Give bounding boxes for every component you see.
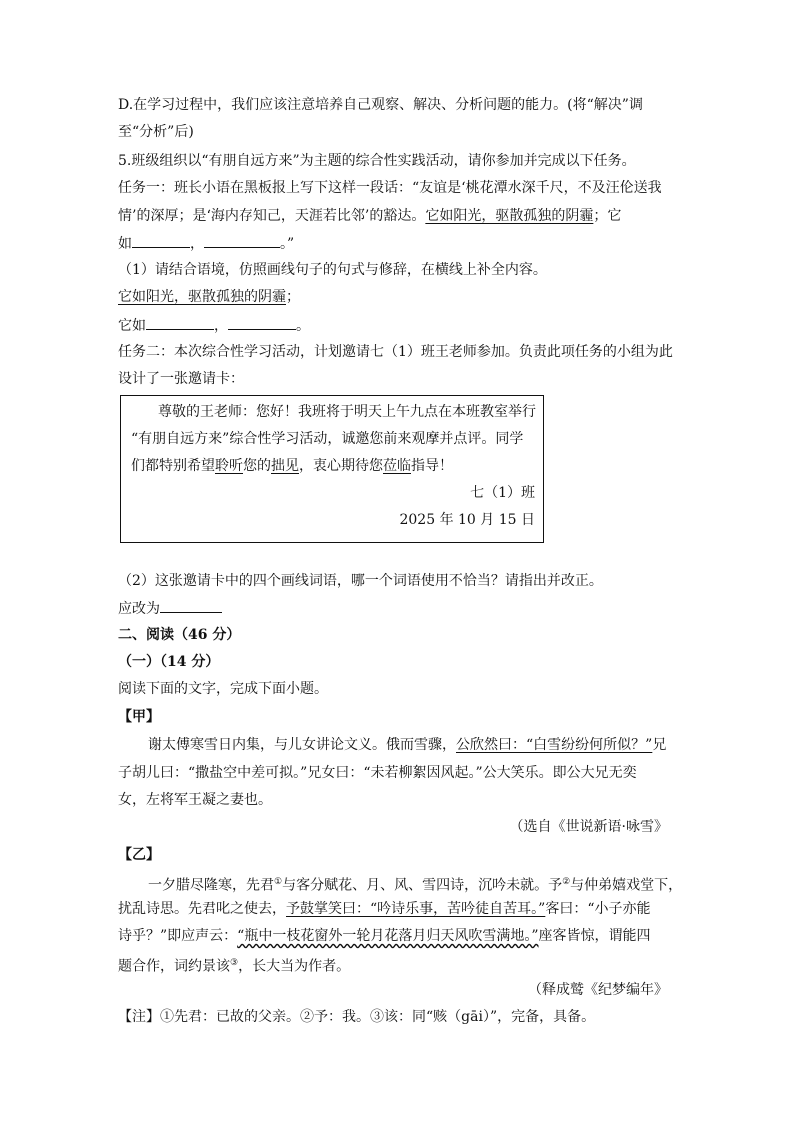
answer-blank[interactable]	[228, 315, 296, 330]
passage-yi-line1: 一夕腊尽隆寒，先君①与客分赋花、月、风、雪四诗，沉吟未就。予②与仲弟嬉戏堂下，	[148, 877, 683, 894]
answer-blank[interactable]	[146, 315, 214, 330]
task1-line1: 任务一：班长小语在黑板报上写下这样一段话：“友谊是‘桃花潭水深千尺，不及汪伦送我	[118, 180, 662, 196]
card-date: 2025 年 10 月 15 日	[399, 512, 535, 528]
footnote-marker: ①	[274, 877, 283, 887]
footnote-marker: ②	[562, 877, 571, 887]
part-1-title: （一）（14 分）	[118, 654, 220, 670]
card-line1: 尊敬的王老师：您好！我班将于明天上午九点在本班教室举行	[158, 404, 536, 420]
sub-question-1: （1）请结合语境，仿照画线句子的句式与修辞，在横线上补全内容。	[118, 262, 547, 278]
invitation-card	[120, 395, 544, 543]
passage-yi-line4: 题合作，词约景该③，长大当为作者。	[118, 958, 351, 975]
sub-question-2: （2）这张邀请卡中的四个画线词语，哪一个词语使用不恰当？请指出并改正。	[118, 573, 603, 589]
sub1-answer-line: 它如 ， 。	[118, 315, 310, 336]
card-line3: 们都特别希望聆听您的拙见，衷心期待您莅临指导！	[131, 458, 453, 474]
question-5-title: 5.班级组织以“有朋自远方来”为主题的综合性实践活动，请你参加并完成以下任务。	[118, 153, 636, 169]
underlined-word: 拙见	[271, 458, 299, 474]
underlined-word: 聆听	[215, 458, 243, 474]
footnote-marker: ③	[230, 958, 239, 968]
answer-blank[interactable]	[160, 598, 222, 613]
task2-line2: 设计了一张邀请卡：	[118, 371, 244, 387]
option-d-line2: 至“分析”后)	[118, 124, 194, 140]
sub1-example: 它如阳光，驱散孤独的阴霾；	[118, 289, 300, 305]
passage-jia-line2: 子胡儿曰：“撒盐空中差可拟。”兄女曰：“未若柳絮因风起。”公大笑乐。即公大兄无奕	[118, 765, 637, 781]
card-signature: 七（1）班	[470, 485, 535, 501]
wavy-underlined-sentence: “瓶中一枝花窗外一轮月花落月归天风吹雪满地。”	[237, 928, 539, 944]
passage-jia-source: （选自《世说新语·咏雪》	[509, 819, 668, 835]
passage-jia-label: 【甲】	[118, 709, 160, 725]
card-line2: “有朋自远方来”综合性学习活动，诚邀您前来观摩并点评。同学	[131, 431, 524, 447]
reading-instruction: 阅读下面的文字，完成下面小题。	[118, 681, 328, 697]
passage-yi-label: 【乙】	[118, 847, 160, 863]
underlined-sentence: 它如阳光，驱散孤独的阴霾	[425, 208, 594, 224]
passage-jia-line3: 女，左将军王凝之妻也。	[118, 792, 272, 808]
passage-yi-source: （释成鹫《纪梦编年》	[528, 982, 668, 998]
option-d-line1: D.在学习过程中，我们应该注意培养自己观察、解决、分析问题的能力。(将“解决”调	[118, 97, 643, 113]
section-title-reading: 二、阅读（46 分）	[118, 627, 241, 643]
underlined-word: 莅临	[383, 458, 411, 474]
footnote: 【注】①先君：已故的父亲。②予：我。③该：同“赅（gāi）”，完备，具备。	[118, 1009, 596, 1025]
answer-blank[interactable]	[204, 233, 280, 248]
task1-line2: 情’的深厚；是‘海内存知己，天涯若比邻’的豁达。它如阳光，驱散孤独的阴霾；它	[118, 208, 622, 224]
passage-yi-line2: 扰乱诗思。先君叱之使去，予鼓掌笑曰：“吟诗乐事，苦吟徒自苦耳。”客曰：“小子亦能	[118, 901, 651, 917]
task2-line1: 任务二：本次综合性学习活动，计划邀请七（1）班王老师参加。负责此项任务的小组为此	[118, 344, 673, 360]
underlined-sentence: 公欣然曰：“白雪纷纷何所似？”	[456, 737, 653, 753]
sub2-answer-line: 应改为	[118, 598, 222, 619]
answer-blank[interactable]	[132, 233, 190, 248]
task1-line3: 如 ， 。”	[118, 233, 294, 254]
passage-yi-line3: 诗乎？”即应声云：“瓶中一枝花窗外一轮月花落月归天风吹雪满地。”座客皆惊，谓能四	[118, 928, 651, 944]
passage-jia-line1: 谢太傅寒雪日内集，与儿女讲论文义。俄而雪骤，公欣然曰：“白雪纷纷何所似？”兄	[148, 737, 667, 753]
underlined-sentence: 予鼓掌笑曰：“吟诗乐事，苦吟徒自苦耳。”	[286, 901, 546, 917]
